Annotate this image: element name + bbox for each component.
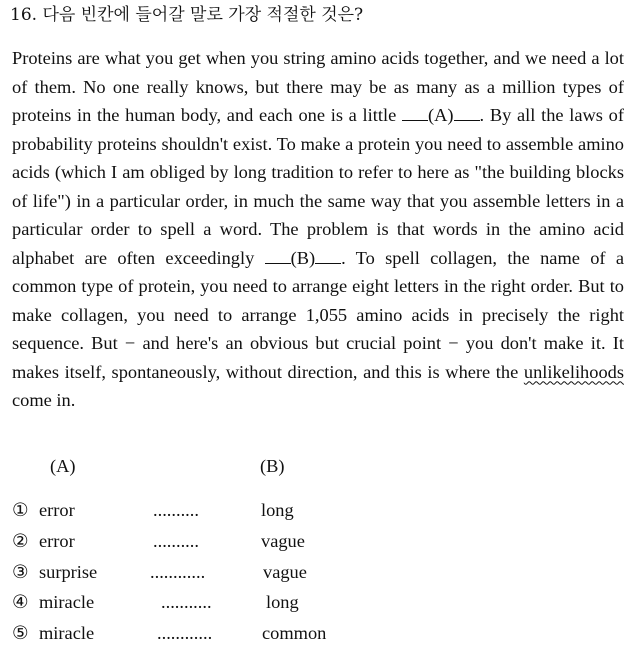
choice-2[interactable] (0, 528, 634, 554)
choice-dots: ............ (157, 623, 213, 643)
blank-b-label: (B) (290, 247, 316, 268)
choice-3[interactable] (0, 559, 634, 585)
choice-b-word: common (262, 623, 327, 643)
blank-a-label: (A) (427, 105, 454, 125)
choice-a-word: error (39, 500, 75, 520)
passage-text-2: . By all the laws of probability proteins shouldn't exist. To make a protein you need to assemble amino acids (which I am obliged by long tradition to refer to here as "the building blocks of life") in a particular order, in much the same way that you assemble letters in a particular order to spell a word. The problem is that words in the amino acid alphabet are often exceedingly (12, 105, 624, 268)
blank-b (265, 244, 342, 273)
choice-dots: .......... (153, 531, 199, 551)
choice-dots: ............ (150, 562, 206, 582)
choice-a-word: miracle (39, 623, 95, 643)
choice-number: ③ (12, 562, 29, 582)
wavy-underlined-word: unlikelihoods (523, 361, 624, 382)
choice-number: ① (12, 500, 29, 520)
passage-text-3: . To spell collagen, the name of a common type of protein, you need to arrange eight letters in the right order. But to make collagen, you need to arrange 1,055 amino acids in precisely the right sequence. But − and here's an obvious but crucial point − you don't make it. It makes itself, spontaneously, without direction, and this is where the (12, 247, 624, 382)
blank-a (402, 101, 480, 130)
choice-dots: .......... (153, 500, 199, 520)
choice-1[interactable] (0, 497, 634, 523)
choice-number: ② (12, 531, 29, 551)
choice-number: ④ (12, 592, 29, 612)
passage-text-1: Proteins are what you get when you string amino acids together, and we need a lot of them. No one really knows, but there may be as many as a million types of proteins in the human body, and each one is a little (12, 48, 624, 125)
choice-a-word: error (39, 531, 75, 551)
choice-b-word: vague (263, 562, 307, 582)
passage-text-4: come in. (12, 390, 76, 410)
choice-4[interactable] (0, 589, 634, 615)
choice-b-word: long (266, 592, 299, 612)
choice-b-word: long (261, 500, 294, 520)
choice-b-word: vague (261, 531, 305, 551)
choice-a-word: surprise (39, 562, 98, 582)
question-title: 16. 다음 빈칸에 들어갈 말로 가장 적절한 것은? (10, 5, 364, 25)
column-header-b: (B) (260, 456, 285, 476)
choice-number: ⑤ (12, 623, 29, 643)
choice-5[interactable] (0, 620, 634, 646)
choice-a-word: miracle (39, 592, 95, 612)
passage (12, 44, 624, 415)
choice-dots: ........... (161, 592, 212, 612)
column-header-a: (A) (50, 456, 76, 476)
answer-choices (0, 455, 634, 648)
